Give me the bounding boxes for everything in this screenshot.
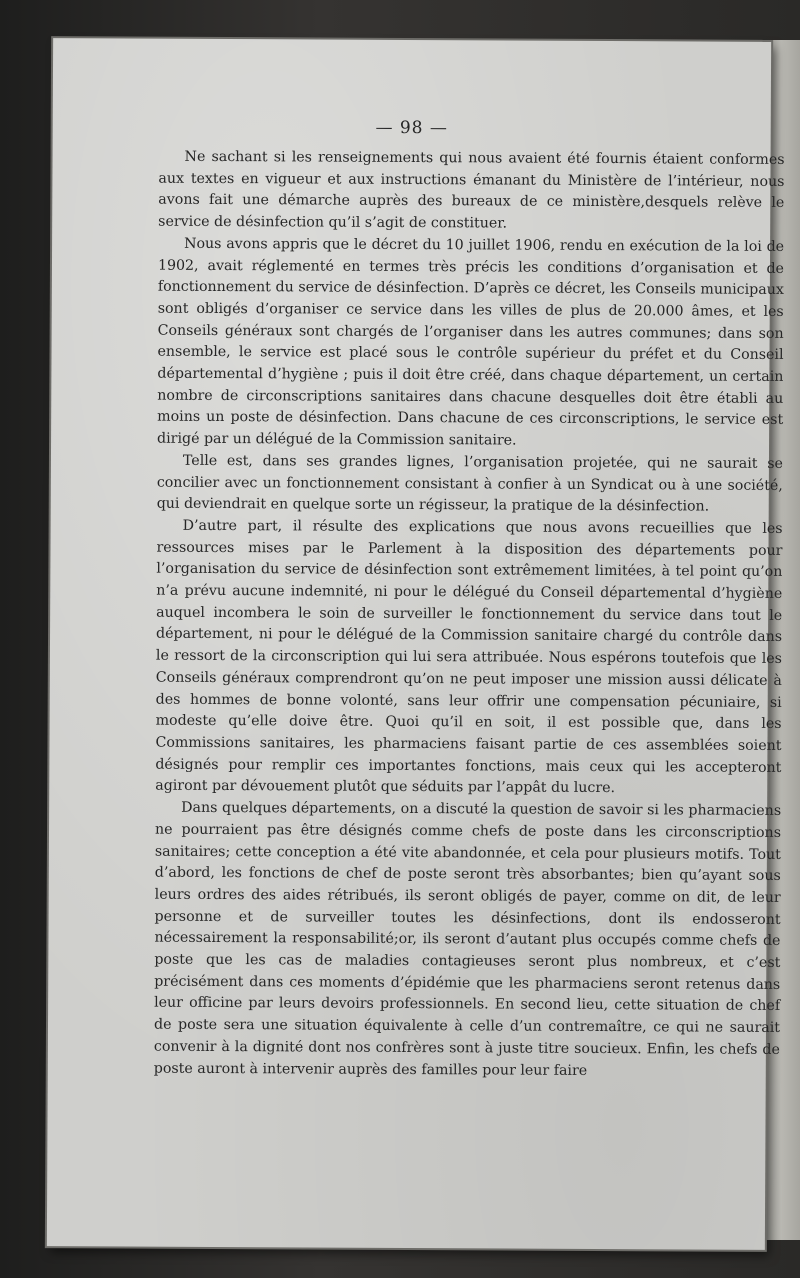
page-number: — 98 — [375,117,448,139]
paragraph-4: D’autre part, il résulte des explications que nous avons recueillies que les ressources mises par le Parlement à la disposition des départements pour l’organisation du service de désinfection sont extrêmement limitées, à tel point qu’on n’a prévu aucune indemnité, ni pour le délégué du Conseil départemental d’hygiène auquel incombera le soin de surveiller le fonctionnement du service dans tout le département, ni pour le délégué de la Commission sanitaire chargé du contrôle dans le ressort de la circonscription qui lui sera attribuée. Nous espérons toutefois que les Conseils généraux comprendront qu’on ne peut imposer une mission aussi délicate à des hommes de bonne volonté, sans leur offrir une compensation pécuniaire, si modeste qu’elle doive être. Quoi qu’il en soit, il est possible que, dans les Commissions sanitaires, les pharmaciens faisant partie de ces assemblées soient désignés pour remplir ces importantes fonctions, mais ceux qui les accepteront agiront par dévouement plutôt que séduits par l’appât du lucre. [155,517,783,797]
document-page [47,38,785,1250]
body-text [154,147,785,1083]
paragraph-1: Ne sachant si les renseignements qui nous avaient été fournis étaient conformes aux textes en vigueur et aux instructions émanant du Ministère de l’intérieur, nous avons fait une démarche auprès des bureaux de ce ministère,desquels relève le service de désinfection qu’il s’agit de constituer. [158,148,785,232]
paragraph-5: Dans quelques départements, on a discuté la question de savoir si les pharmaciens ne pourraient pas être désignés comme chefs de poste dans les circonscriptions sanitaires; cette conception a été vite abandonnée, et cela pour plusieurs motifs. Tout d’abord, les fonctions de chef de poste seront très absorbantes; bien qu’ayant sous leurs ordres des aides rétribués, ils seront obligés de payer, comme on dit, de leur personne et de surveiller toutes les désinfections, dont ils endosseront nécessairement la responsabilité;or, ils seront d’autant plus occupés comme chefs de poste que les cas de maladies contagieuses seront plus nombreux, et c’est précisément dans ces moments d’épidémie que les pharmaciens seront retenus dans leur officine par leurs devoirs professionnels. En second lieu, cette situation de chef de poste sera une situation équivalente à celle d’un contremaître, ce qui ne saurait convenir à la dignité dont nos confrères sont à juste titre soucieux. Enfin, les chefs de poste auront à intervenir auprès des familles pour leur faire [153,799,782,1079]
paragraph-3: Telle est, dans ses grandes lignes, l’organisation projetée, qui ne saurait se concilier avec un fonctionnement consistant à confier à un Syndicat ou à une société, qui deviendrait en quelque sorte un régisseur, la pratique de la désinfection. [156,452,783,515]
paragraph-2: Nous avons appris que le décret du 10 juillet 1906, rendu en exécution de la loi de 1902, avait réglementé en termes très précis les conditions d’organisation et de fonctionnement du service de désinfection. D’après ce décret, les Conseils municipaux sont obligés d’organiser ce service dans les villes de plus de 20.000 âmes, et les Conseils généraux sont chargés de l’organiser dans les autres communes; dans son ensemble, le service est placé sous le contrôle supérieur du préfet et du Conseil départemental d’hygiène ; puis il doit être créé, dans chaque département, un certain nombre de circonscriptions sanitaires dans chacune desquelles doit être établi au moins un poste de désinfection. Dans chacune de ces circonscriptions, le service est dirigé par un délégué de la Commission sanitaire. [157,235,785,449]
